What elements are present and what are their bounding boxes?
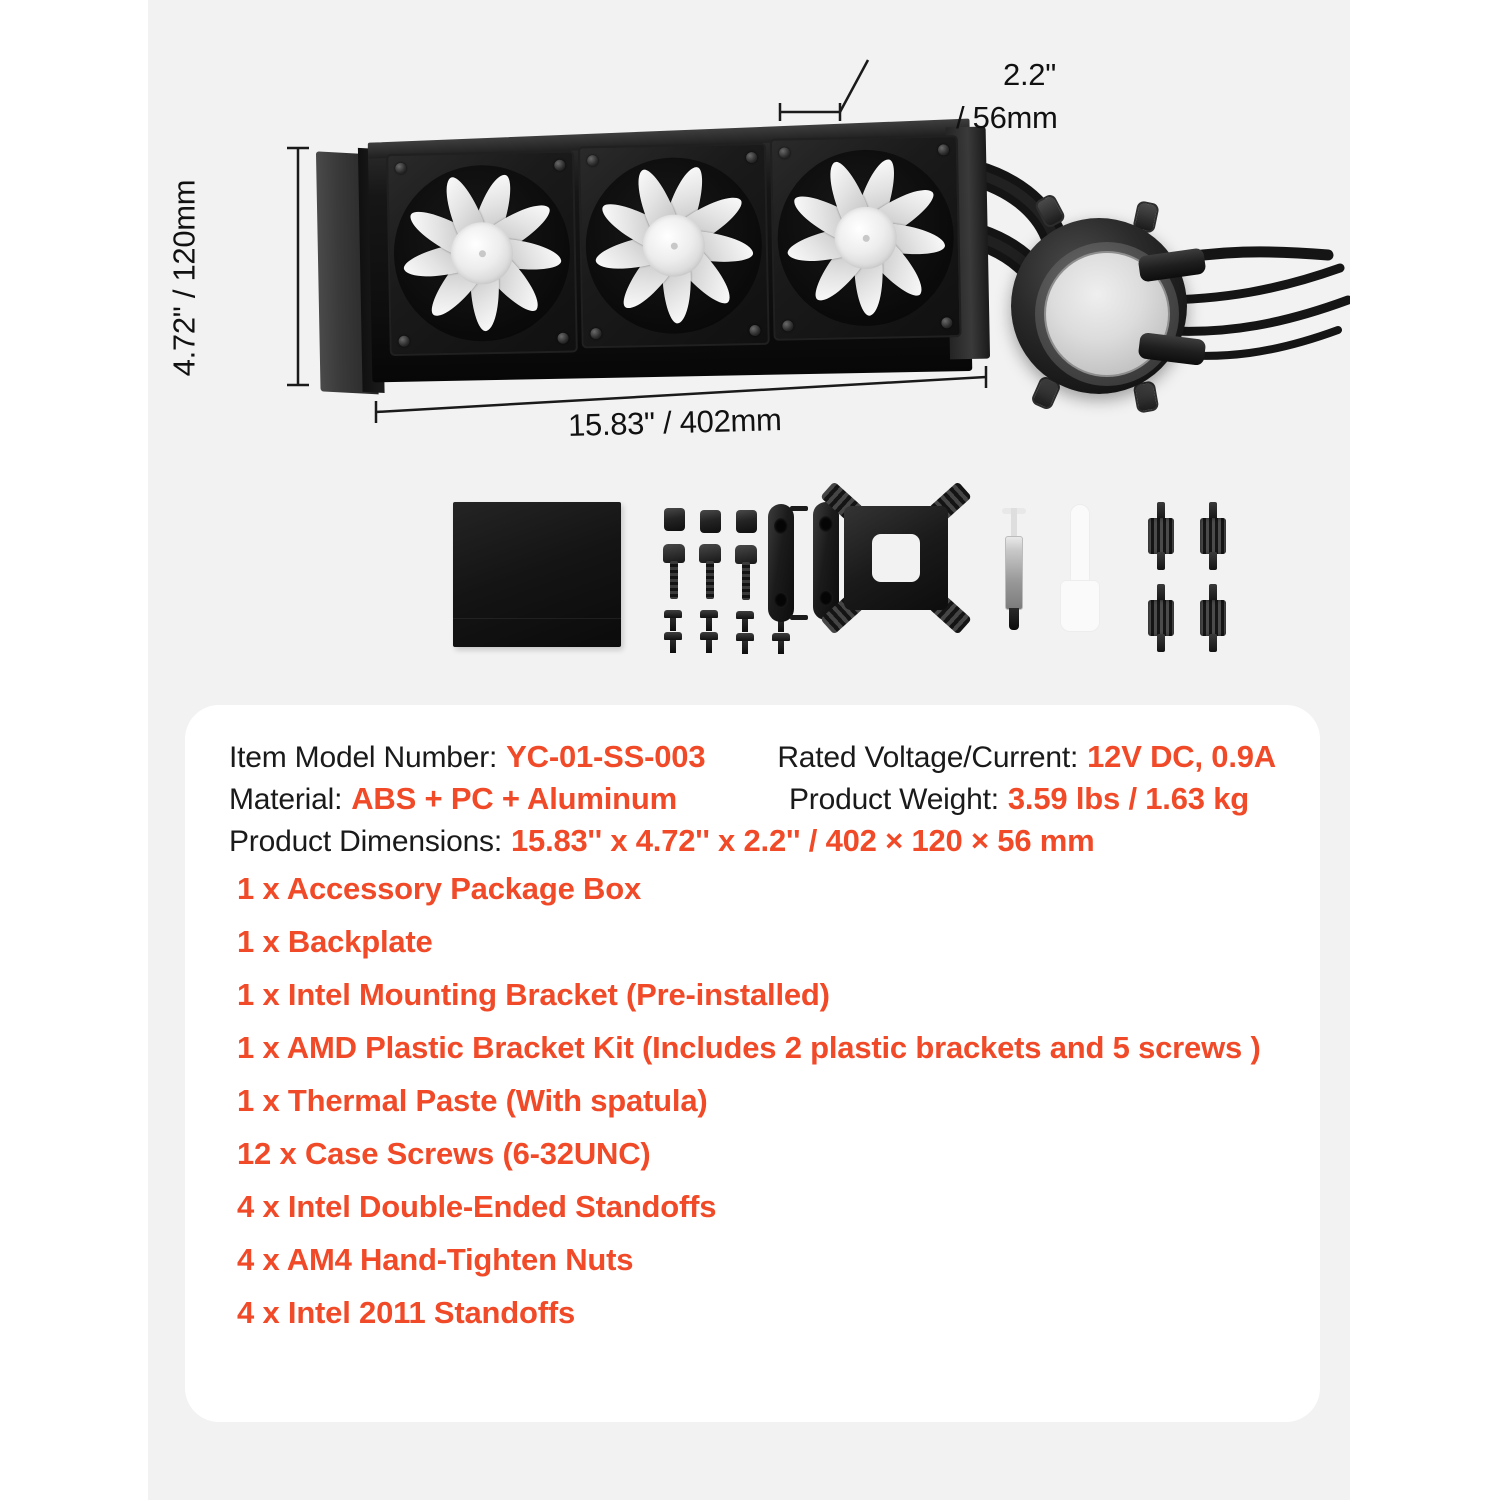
dimension-width: 15.83" / 402mm xyxy=(567,402,783,443)
case-screw-shaft xyxy=(742,641,748,654)
amd-plastic-bracket xyxy=(768,504,794,622)
standoff-tip xyxy=(1209,552,1217,570)
bracket-hole xyxy=(774,592,788,608)
spatula-blade xyxy=(1060,580,1100,632)
case-screw-shaft xyxy=(670,640,676,653)
case-screw-shaft xyxy=(706,640,712,653)
list-item: 4 x Intel 2011 Standoffs xyxy=(237,1295,576,1330)
backplate-frame xyxy=(844,506,948,610)
intel-double-ended-standoff xyxy=(1148,584,1174,652)
backplate xyxy=(830,492,962,624)
thumb-screw-shaft xyxy=(670,561,678,599)
thumb-screw-shaft xyxy=(742,562,750,600)
spec-row-2 xyxy=(229,781,1276,817)
spec-label: Item Model Number: xyxy=(229,741,498,774)
spec-material xyxy=(229,781,789,817)
spatula-handle xyxy=(1070,504,1090,588)
spec-rated-voltage-current xyxy=(777,739,1276,775)
case-screw xyxy=(736,633,754,641)
dimension-height: 4.72" / 120mm xyxy=(166,179,202,377)
list-item: 1 x AMD Plastic Bracket Kit (Includes 2 plastic brackets and 5 screws ) xyxy=(237,1030,1261,1065)
list-item: 1 x Backplate xyxy=(237,924,433,959)
spec-item-model-number xyxy=(229,739,777,775)
bracket-pin xyxy=(790,615,808,620)
am4-hand-tighten-nut xyxy=(736,510,757,533)
bracket-pin xyxy=(790,506,808,511)
spec-label: Product Weight: xyxy=(789,783,999,816)
intel-double-ended-standoff xyxy=(1148,502,1174,570)
case-screw-shaft xyxy=(742,619,748,632)
intel-double-ended-standoff xyxy=(1200,584,1226,652)
case-screw xyxy=(736,611,754,619)
am4-hand-tighten-nut xyxy=(664,508,685,531)
list-item: 1 x Intel Mounting Bracket (Pre-installed) xyxy=(237,977,830,1012)
standoff-tip xyxy=(1157,552,1165,570)
intel-double-ended-standoff xyxy=(1200,502,1226,570)
standoff-body xyxy=(1148,600,1174,636)
case-screw-shaft xyxy=(706,618,712,631)
syringe-plunger xyxy=(1011,508,1017,538)
dimension-depth-mm: / 56mm xyxy=(956,100,1058,135)
spec-label: Material: xyxy=(229,783,343,816)
standoff-body xyxy=(1200,518,1226,554)
standoff-tip xyxy=(1209,634,1217,652)
specifications-card xyxy=(185,705,1320,1422)
syringe-barrel xyxy=(1005,536,1023,610)
dimension-depth-inches: 2.2" xyxy=(1003,57,1056,92)
spec-value: 12V DC, 0.9A xyxy=(1087,739,1276,774)
thermal-paste-syringe xyxy=(1000,508,1028,632)
case-screw-shaft xyxy=(778,641,784,654)
standoff-body xyxy=(1148,518,1174,554)
list-item: 12 x Case Screws (6-32UNC) xyxy=(237,1136,651,1171)
case-screw-shaft xyxy=(670,618,676,631)
accessory-package-box xyxy=(453,502,621,647)
spec-row-1 xyxy=(229,739,1276,775)
spec-value: YC-01-SS-003 xyxy=(506,739,706,774)
case-screw xyxy=(664,632,682,640)
list-item: 4 x Intel Double-Ended Standoffs xyxy=(237,1189,717,1224)
spec-product-dimensions xyxy=(229,823,1095,859)
list-item: 1 x Thermal Paste (With spatula) xyxy=(237,1083,708,1118)
case-screw xyxy=(772,633,790,641)
case-screw xyxy=(700,632,718,640)
included-items-list xyxy=(229,873,1276,1328)
spec-label: Rated Voltage/Current: xyxy=(777,741,1079,774)
case-screw xyxy=(700,610,718,618)
bracket-hole xyxy=(774,518,788,534)
list-item: 4 x AM4 Hand-Tighten Nuts xyxy=(237,1242,634,1277)
spatula xyxy=(1060,504,1100,632)
am4-hand-tighten-nut xyxy=(700,510,721,533)
spec-value: 15.83'' x 4.72'' x 2.2'' / 402 × 120 × 56 mm xyxy=(510,823,1095,858)
standoff-body xyxy=(1200,600,1226,636)
list-item: 1 x Accessory Package Box xyxy=(237,871,641,906)
syringe-tip xyxy=(1009,608,1019,630)
spec-row-3 xyxy=(229,823,1276,859)
case-screw xyxy=(664,610,682,618)
spec-product-weight xyxy=(789,781,1249,817)
thumb-screw-shaft xyxy=(706,561,714,599)
standoff-tip xyxy=(1157,634,1165,652)
spec-label: Product Dimensions: xyxy=(229,825,502,858)
spec-value: ABS + PC + Aluminum xyxy=(351,781,678,816)
accessories-row xyxy=(148,480,1350,680)
spec-value: 3.59 lbs / 1.63 kg xyxy=(1007,781,1249,816)
